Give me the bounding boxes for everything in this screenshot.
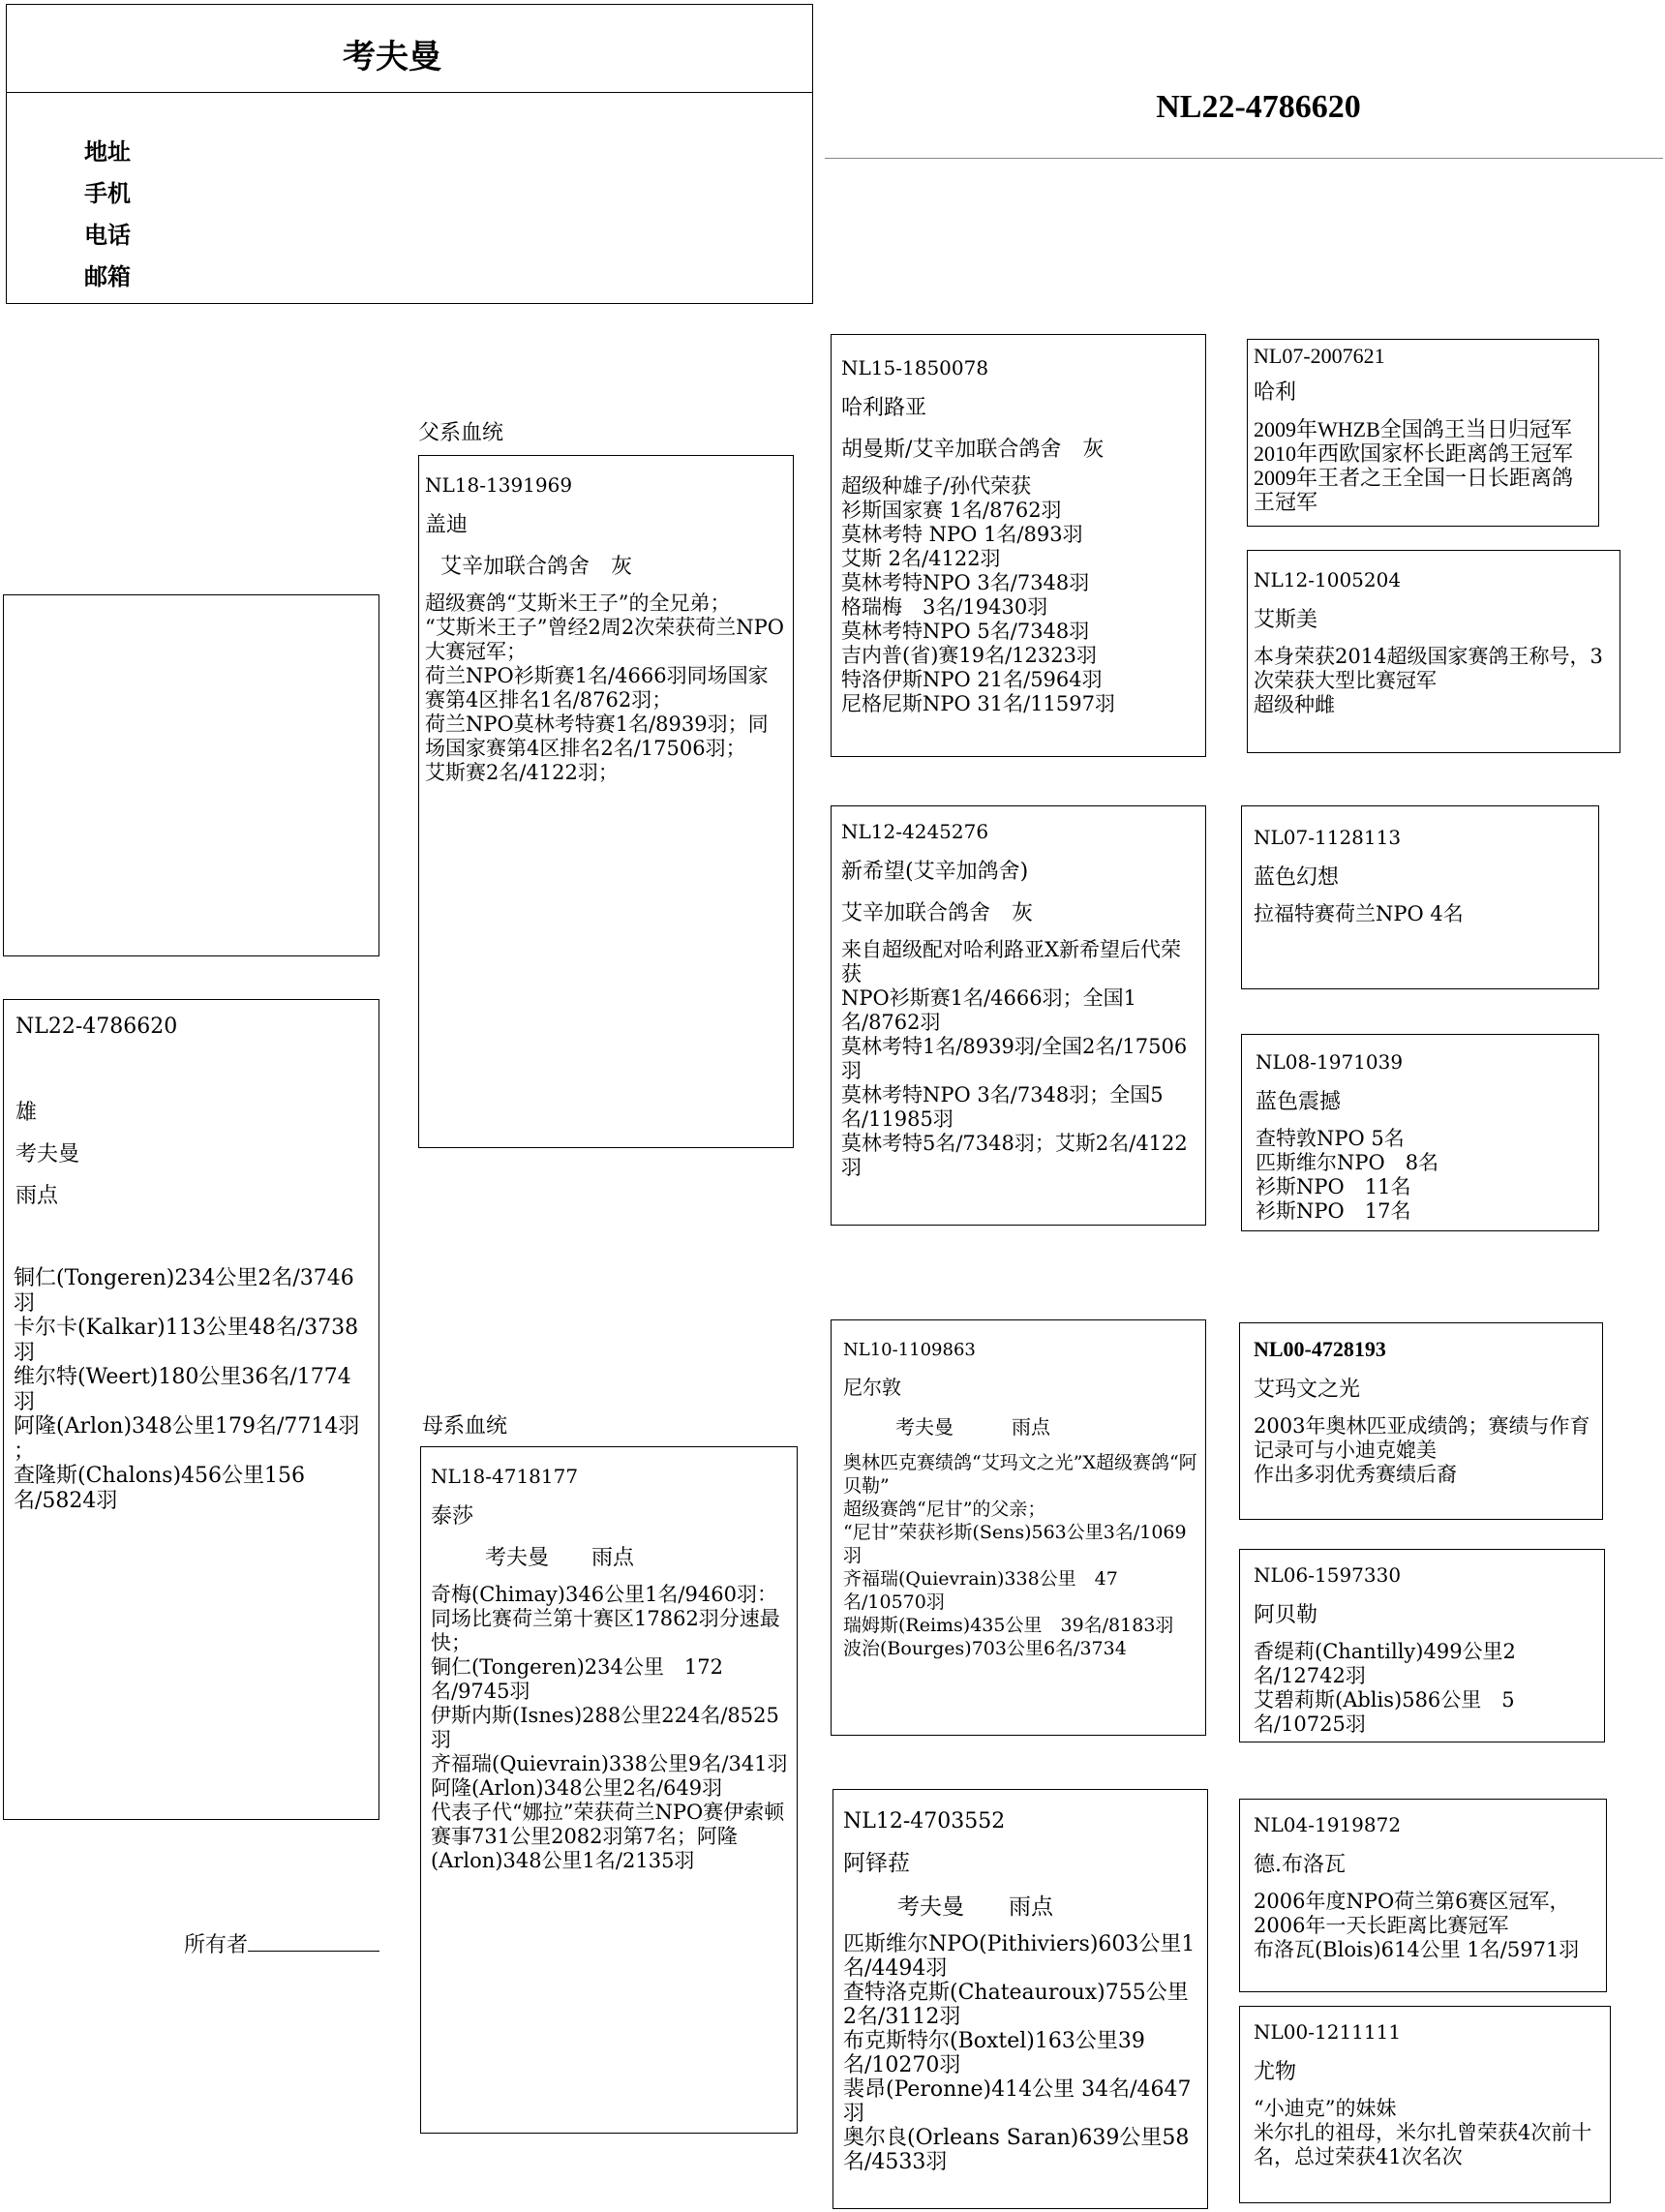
sire-sire-desc-line: 吉内普(省)赛19名/12323羽 (841, 644, 1097, 667)
sire-dam-loft: 艾辛加联合鸽舍 灰 (841, 901, 1034, 925)
sss-desc-line: 2009年王者之王全国一日长距离鸽王冠军 (1254, 466, 1574, 514)
breeder-divider (7, 92, 812, 93)
sire-dam-desc-line: 莫林考特5名/7348羽；艾斯2名/4122羽 (841, 1132, 1188, 1179)
contact-labels (84, 133, 131, 299)
sdd-desc-line: 匹斯维尔NPO 8名 (1256, 1151, 1439, 1174)
sire-dam-name: 新希望(艾辛加鸽舍) (841, 860, 1029, 884)
breeder-name: 考夫曼 (343, 38, 441, 76)
sire-desc-line: 艾斯赛2名/4122羽； (425, 761, 619, 784)
sire-dam-desc-line: NPO衫斯赛1名/4666羽；全国1名/8762羽 (841, 986, 1136, 1034)
dam-desc-line: 铜仁(Tongeren)234公里 172名/9745羽 (431, 1655, 723, 1703)
sire-desc-line: “艾斯米王子”曾经2周2次荣获荷兰NPO大赛冠军； (425, 616, 784, 663)
subject-owner: 考夫曼 (15, 1142, 80, 1167)
sire-loft: 艾辛加联合鸽舍 灰 (440, 555, 633, 579)
dam-dam-desc-line: 查特洛克斯(Chateauroux)755公里2名/3112羽 (843, 1981, 1189, 2029)
sdd-name: 蓝色震撼 (1256, 1090, 1342, 1114)
phone-label: 电话 (84, 221, 131, 249)
subject-ring: NL22-4786620 (15, 1015, 178, 1039)
dds-desc-line: 2006年度NPO荷兰第6赛区冠军，2006年一天长距离比赛冠军 (1254, 1890, 1570, 1937)
sire-sire-desc-line: 特洛伊斯NPO 21名/5964羽 (841, 668, 1103, 691)
dam-dam-name: 阿铎菈 (843, 1851, 910, 1876)
sire-dam-desc-line: 莫林考特1名/8939羽/全国2名/17506羽 (841, 1035, 1188, 1082)
ddd-desc-line: 米尔扎的祖母，米尔扎曾荣获4次前十名，总过荣获41次名次 (1254, 2121, 1592, 2168)
sire-sire-desc-line: 尼格尼斯NPO 31名/11597羽 (841, 692, 1115, 715)
dds-desc-line: 布洛瓦(Blois)614公里 1名/5971羽 (1254, 1938, 1580, 1961)
dss-card (1239, 1322, 1603, 1520)
dam-section-label: 母系血统 (422, 1414, 508, 1439)
dam-sire-desc-line: 超级赛鸽“尼甘”的父亲； (843, 1499, 1046, 1520)
ddd-name: 尤物 (1254, 2060, 1297, 2084)
sire-sire-ring: NL15-1850078 (841, 356, 989, 379)
dds-name: 德.布洛瓦 (1254, 1853, 1346, 1877)
dam-dam-desc-line: 匹斯维尔NPO(Pithiviers)603公里1名/4494羽 (843, 1932, 1196, 1981)
dam-sire-desc-line: 瑞姆斯(Reims)435公里 39名/8183羽 (843, 1615, 1174, 1636)
result-line: 查隆斯(Chalons)456公里156名/5824羽 (14, 1464, 306, 1513)
sss-desc-line: 2010年西欧国家杯长距离鸽王冠军 (1254, 441, 1574, 466)
ddd-ring: NL00-1211111 (1254, 2020, 1402, 2044)
sds-name: 蓝色幻想 (1254, 865, 1340, 890)
dam-sire-desc-line: 奥林匹克赛绩鸽“艾玛文之光”X超级赛鸽“阿贝勒” (843, 1452, 1197, 1497)
sire-name: 盖迪 (425, 513, 469, 537)
result-line: 卡尔卡(Kalkar)113公里48名/3738羽 (14, 1316, 359, 1365)
sire-sire-desc-line: 衫斯国家赛 1名/8762羽 (841, 499, 1062, 522)
dam-dam-desc-line: 奥尔良(Orleans Saran)639公里58名/4533羽 (843, 2126, 1190, 2174)
address-label: 地址 (84, 137, 131, 166)
ssd-desc-line: 超级种雌 (1254, 693, 1335, 716)
dam-dam-card (832, 1789, 1208, 2209)
result-line: 阿隆(Arlon)348公里179名/7714羽 ； (14, 1414, 360, 1464)
ssd-card (1247, 550, 1620, 753)
sire-sire-card (831, 334, 1206, 757)
header-underline (825, 158, 1663, 159)
sdd-desc-line: 衫斯NPO 17名 (1256, 1199, 1411, 1223)
ssd-ring: NL12-1005204 (1254, 568, 1402, 591)
sire-sire-desc-line: 格瑞梅 3名/19430羽 (841, 595, 1048, 619)
sire-dam-desc-line: 来自超级配对哈利路亚X新希望后代荣获 (841, 938, 1181, 985)
sss-desc-line: 2009年WHZB全国鸽王当日归冠军 (1254, 417, 1572, 441)
subject-results (14, 1266, 362, 1513)
owner-blank (248, 1931, 379, 1952)
sire-sire-desc-line: 莫林考特NPO 5名/7348羽 (841, 620, 1090, 643)
subject-color: 雨点 (15, 1184, 59, 1208)
dam-dam-ring: NL12-4703552 (843, 1809, 1006, 1833)
ssd-name: 艾斯美 (1254, 608, 1318, 632)
dsd-desc-line: 艾碧莉斯(Ablis)586公里 5名/10725羽 (1254, 1688, 1515, 1736)
photo-box (3, 594, 379, 956)
sire-dam-ring: NL12-4245276 (841, 820, 989, 843)
dam-sire-loft: 考夫曼 雨点 (895, 1415, 1050, 1439)
dsd-card (1239, 1549, 1605, 1742)
dam-dam-loft: 考夫曼 雨点 (897, 1894, 1053, 1920)
dam-ring: NL18-4718177 (431, 1465, 579, 1488)
sire-sire-desc-line: 莫林考特 NPO 1名/893羽 (841, 523, 1083, 546)
dam-sire-card (831, 1319, 1206, 1736)
ssd-desc-line: 本身荣获2014超级国家赛鸽王称号，3次荣获大型比赛冠军 (1254, 645, 1603, 692)
sire-sire-desc-line: 超级种雄子/孙代荣获 (841, 474, 1032, 498)
owner-field (184, 1928, 379, 1958)
dam-desc-line: 齐福瑞(Quievrain)338公里9名/341羽 (431, 1752, 788, 1775)
sire-sire-loft: 胡曼斯/艾辛加联合鸽舍 灰 (841, 438, 1105, 462)
dam-sire-desc-line: 波治(Bourges)703公里6名/3734 (843, 1638, 1127, 1659)
sdd-ring: NL08-1971039 (1256, 1050, 1404, 1074)
dam-desc-line: 代表子代“娜拉”荣获荷兰NPO赛伊索顿赛事731公里2082羽第7名；阿隆(Arlon)348公里1名/2135羽 (431, 1801, 785, 1872)
sire-ring: NL18-1391969 (425, 473, 573, 497)
header-ring-number: NL22-4786620 (1156, 89, 1361, 125)
dsd-ring: NL06-1597330 (1254, 1563, 1402, 1587)
dss-name: 艾玛文之光 (1254, 1378, 1361, 1402)
dam-loft: 考夫曼 雨点 (485, 1546, 635, 1570)
dam-name: 泰莎 (431, 1504, 474, 1529)
sire-sire-name: 哈利路亚 (841, 396, 927, 420)
dss-desc-line: 2003年奥林匹亚成绩鸽；赛绩与作育记录可与小迪克媲美 (1254, 1414, 1590, 1462)
sire-dam-desc-line: 莫林考特NPO 3名/7348羽；全国5名/11985羽 (841, 1083, 1164, 1131)
sire-desc-line: 荷兰NPO衫斯赛1名/4666羽同场国家赛第4区排名1名/8762羽； (425, 664, 769, 712)
sds-card (1241, 805, 1599, 989)
dam-sire-name: 尼尔敦 (843, 1376, 901, 1399)
dds-ring: NL04-1919872 (1254, 1813, 1402, 1836)
mobile-label: 手机 (84, 179, 131, 207)
breeder-card (6, 4, 813, 304)
sdd-card (1241, 1034, 1599, 1231)
sire-card (418, 455, 794, 1148)
dss-ring: NL00-4728193 (1254, 1337, 1386, 1361)
sdd-desc-line: 查特敦NPO 5名 (1256, 1127, 1405, 1150)
sss-ring: NL07-2007621 (1254, 344, 1385, 368)
sds-desc-line: 拉福特赛荷兰NPO 4名 (1254, 902, 1464, 925)
result-line: 维尔特(Weert)180公里36名/1774羽 (14, 1365, 351, 1414)
sss-card (1247, 339, 1599, 527)
dsd-name: 阿贝勒 (1254, 1603, 1318, 1627)
result-line: 铜仁(Tongeren)234公里2名/3746羽 (14, 1266, 354, 1316)
sire-section-label: 父系血统 (418, 421, 504, 445)
sire-sire-desc-line: 莫林考特NPO 3名/7348羽 (841, 571, 1090, 594)
owner-label: 所有者 (184, 1933, 249, 1957)
dds-card (1239, 1799, 1607, 1992)
ddd-card (1239, 2006, 1611, 2203)
dam-desc-line: 阿隆(Arlon)348公里2名/649羽 (431, 1776, 723, 1800)
dam-sire-desc-line: 齐福瑞(Quievrain)338公里 47名/10570羽 (843, 1568, 1118, 1613)
dam-dam-desc-line: 布克斯特尔(Boxtel)163公里39名/10270羽 (843, 2029, 1145, 2077)
email-label: 邮箱 (84, 262, 131, 290)
dam-desc-line: 伊斯内斯(Isnes)288公里224名/8525羽 (431, 1704, 779, 1751)
dam-desc-line: 奇梅(Chimay)346公里1名/9460羽：同场比赛荷兰第十赛区17862羽分速最快； (431, 1583, 780, 1654)
sdd-desc-line: 衫斯NPO 11名 (1256, 1175, 1411, 1198)
sire-sire-desc-line: 艾斯 2名/4122羽 (841, 547, 1001, 570)
subject-sex: 雄 (15, 1101, 38, 1125)
sss-name: 哈利 (1254, 380, 1297, 405)
dam-dam-desc-line: 裴昂(Peronne)414公里 34名/4647 羽 (843, 2077, 1192, 2126)
dsd-desc-line: 香缇莉(Chantilly)499公里2名/12742羽 (1254, 1640, 1516, 1687)
dss-desc-line: 作出多羽优秀赛绩后裔 (1254, 1463, 1457, 1486)
ddd-desc-line: “小迪克”的妹妹 (1254, 2097, 1397, 2120)
dam-sire-desc-line: “尼甘”荣获衫斯(Sens)563公里3名/1069羽 (843, 1522, 1187, 1566)
dam-card (420, 1446, 798, 2134)
sire-dam-card (831, 805, 1206, 1226)
dam-sire-ring: NL10-1109863 (843, 1340, 976, 1360)
sire-desc-line: 超级赛鸽“艾斯米王子”的全兄弟； (425, 591, 731, 615)
sire-desc-line: 荷兰NPO莫林考特赛1名/8939羽；同场国家赛第4区排名2名/17506羽； (425, 712, 769, 760)
sds-ring: NL07-1128113 (1254, 826, 1402, 849)
